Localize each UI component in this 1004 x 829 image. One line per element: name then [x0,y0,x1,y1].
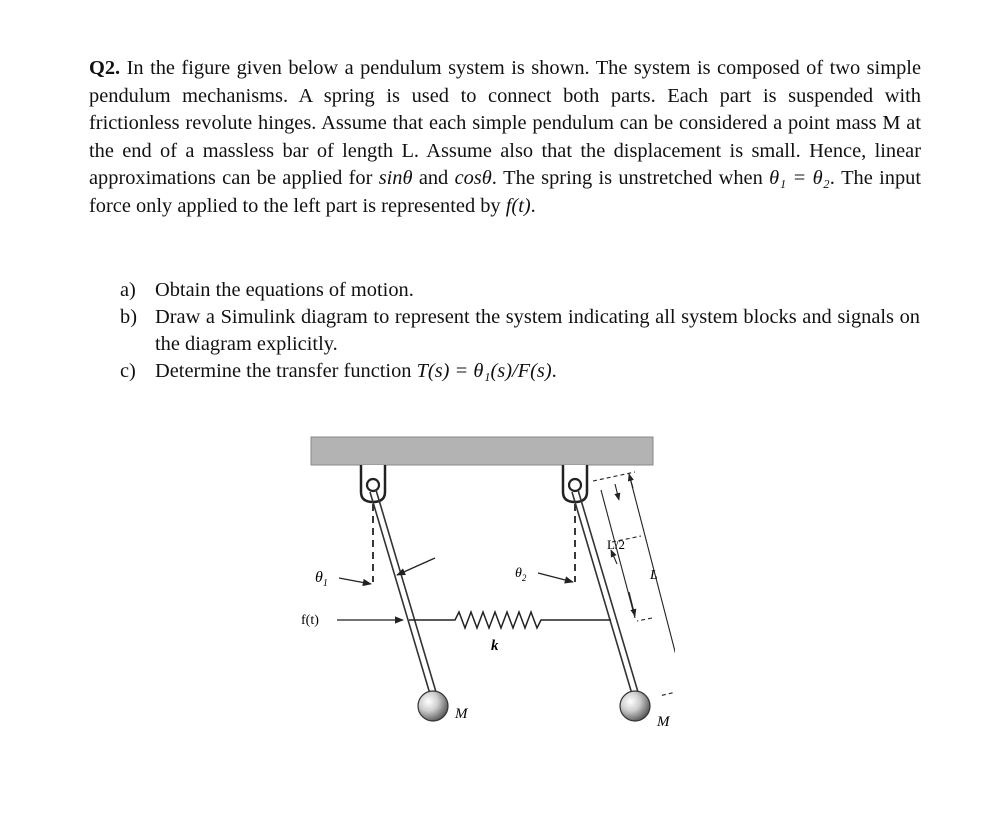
left-pendulum-rod [370,490,436,694]
statement-text-1: In the figure given below a pendulum system is shown. The system is composed of two simple pendulum mechanisms. A spring is used to connect both parts. Each part is suspended with frictionless revolute hinges. Assume that each simple pendulum can be considered a point mass M at the end of a massless bar of length L. Assume also that the displacement is small. Hence, linear approximations can be applied for [89,57,921,190]
right-mass-label: M [657,714,670,730]
right-hinge [563,465,587,502]
sin-theta: sinθ [378,167,413,190]
theta2-arrow [538,573,573,582]
transfer-function: T(s) = θ₁(s)/F(s) [416,360,552,382]
task-a [120,277,920,304]
half-length-label: L/2 [607,537,626,552]
ceiling-support [311,437,653,465]
task-c-end: . [551,360,557,382]
spring-label: k [491,638,499,654]
statement-text-3: . The input force only applied to the left part is represented by [89,167,922,217]
task-a-label: a) [120,279,136,301]
statement-text-2: . The spring is unstretched when [491,167,770,190]
task-b-text: Draw a Simulink diagram to represent the system indicating all system blocks and signals on the diagram explicitly. [155,306,920,355]
task-b-label: b) [120,306,137,328]
problem-statement [89,55,921,221]
spring [409,612,611,628]
theta1-label: $\theta_1$ [315,569,328,589]
left-mass-label: M [455,706,468,722]
cos-theta: cosθ [454,167,492,190]
task-c-label: c) [120,360,136,382]
theta1-arrow-rod [397,558,435,575]
left-mass [418,691,448,721]
task-b [120,304,920,358]
task-a-text: Obtain the equations of motion. [155,279,414,301]
statement-end: . [530,194,536,217]
pendulum-figure [295,432,675,732]
theta1-arrow [339,578,371,584]
unstretched-condition: θ₁ = θ₂ [769,167,830,190]
task-c-text: Determine the transfer function [155,360,417,382]
task-list [120,277,920,385]
input-force-symbol: f(t) [505,194,531,217]
pendulum-diagram [295,432,675,732]
left-hinge [361,465,385,502]
length-label: L [650,568,658,583]
question-number: Q2. [89,57,121,79]
statement-and: and [412,167,455,190]
task-c [120,358,920,385]
force-label: f(t) [301,613,319,628]
theta2-label: $\theta_2$ [515,566,527,583]
right-mass [620,691,650,721]
